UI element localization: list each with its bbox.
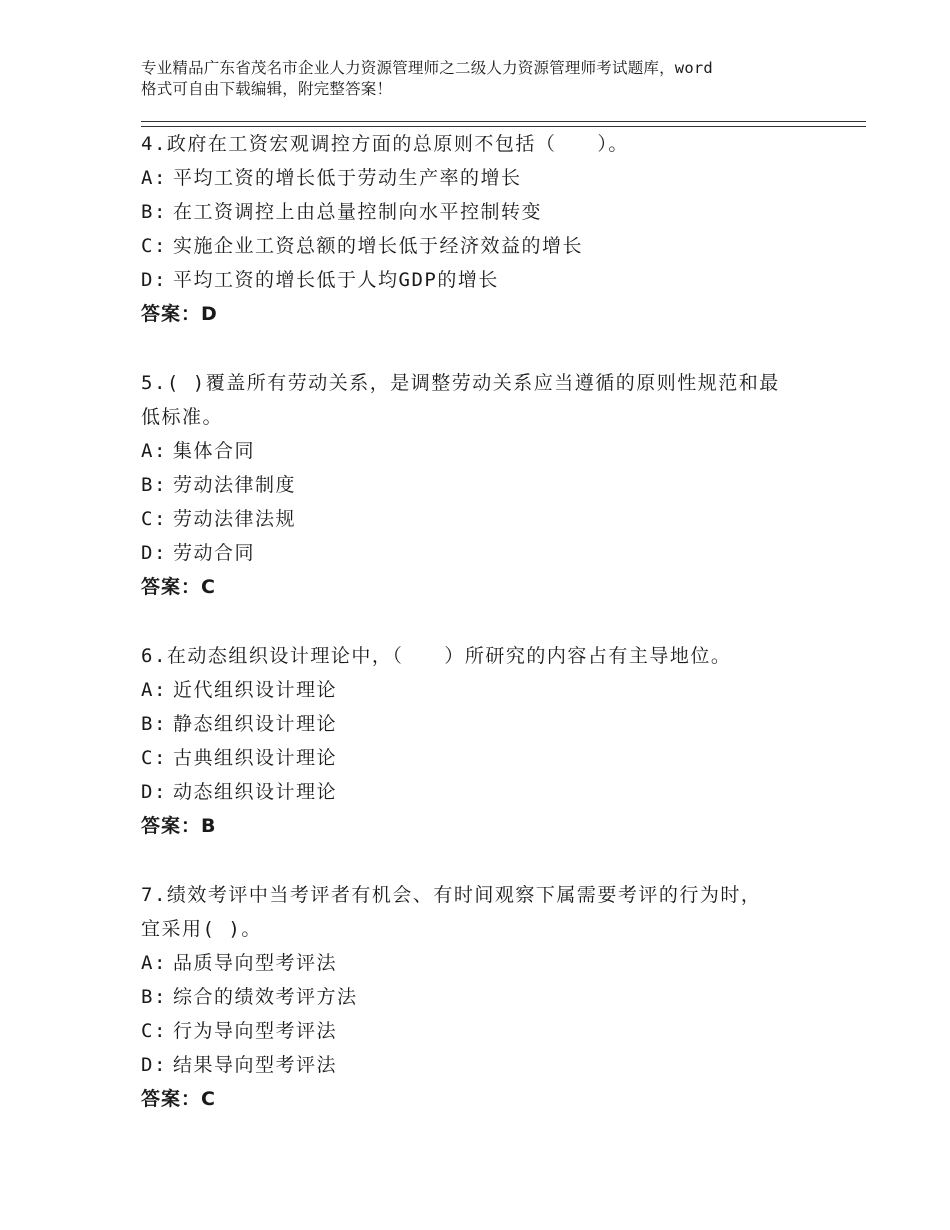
option-key: C: — [141, 1020, 167, 1042]
option-row — [141, 161, 821, 195]
question-stem-line: 4.政府在工资宏观调控方面的总原则不包括（ ）。 — [141, 133, 629, 155]
option-key: C: — [141, 747, 167, 769]
option-row — [141, 195, 821, 229]
answer-label: 答案： — [141, 1088, 202, 1110]
header-line-2: 格式可自由下载编辑，附完整答案！ — [141, 80, 393, 98]
option-text: 行为导向型考评法 — [173, 1020, 338, 1042]
answer-line — [141, 570, 821, 604]
option-text: 结果导向型考评法 — [173, 1054, 338, 1076]
option-row — [141, 468, 821, 502]
document-header — [141, 58, 841, 100]
answer-line — [141, 297, 821, 331]
answer-label: 答案： — [141, 303, 202, 325]
option-key: A: — [141, 679, 167, 701]
option-row — [141, 536, 821, 570]
option-row — [141, 263, 821, 297]
option-text: 劳动法律制度 — [173, 474, 297, 496]
option-text: 静态组织设计理论 — [173, 713, 338, 735]
question-stem-line: 低标准。 — [141, 406, 224, 428]
option-key: C: — [141, 508, 167, 530]
option-text: 综合的绩效考评方法 — [173, 986, 358, 1008]
option-row — [141, 775, 821, 809]
question-stem-line: 5.( )覆盖所有劳动关系，是调整劳动关系应当遵循的原则性规范和最 — [141, 372, 780, 394]
answer-label: 答案： — [141, 815, 202, 837]
option-row — [141, 502, 821, 536]
answer-value: C — [201, 1088, 215, 1110]
option-row — [141, 707, 821, 741]
option-text: 劳动合同 — [173, 542, 256, 564]
option-key: D: — [141, 1054, 167, 1076]
question-list — [141, 127, 821, 1151]
option-text: 在工资调控上由总量控制向水平控制转变 — [173, 201, 543, 223]
question-block — [141, 366, 821, 604]
option-key: D: — [141, 781, 167, 803]
option-text: 动态组织设计理论 — [173, 781, 338, 803]
header-line-1: 专业精品广东省茂名市企业人力资源管理师之二级人力资源管理师考试题库，word — [141, 59, 713, 77]
option-text: 平均工资的增长低于人均GDP的增长 — [173, 269, 499, 291]
answer-line — [141, 1082, 821, 1116]
option-row — [141, 434, 821, 468]
option-text: 品质导向型考评法 — [173, 952, 338, 974]
option-key: C: — [141, 235, 167, 257]
answer-value: B — [201, 815, 216, 837]
option-row — [141, 229, 821, 263]
option-key: A: — [141, 440, 167, 462]
option-row — [141, 946, 821, 980]
option-row — [141, 980, 821, 1014]
option-row — [141, 673, 821, 707]
option-row — [141, 1014, 821, 1048]
option-row — [141, 741, 821, 775]
option-text: 近代组织设计理论 — [173, 679, 338, 701]
option-text: 劳动法律法规 — [173, 508, 297, 530]
answer-line — [141, 809, 821, 843]
option-key: A: — [141, 167, 167, 189]
question-block — [141, 639, 821, 843]
option-key: D: — [141, 542, 167, 564]
option-key: B: — [141, 474, 167, 496]
question-block — [141, 127, 821, 331]
option-text: 古典组织设计理论 — [173, 747, 338, 769]
answer-value: D — [201, 303, 217, 325]
option-text: 实施企业工资总额的增长低于经济效益的增长 — [173, 235, 584, 257]
option-row — [141, 1048, 821, 1082]
question-stem-line: 6.在动态组织设计理论中，（ ）所研究的内容占有主导地位。 — [141, 645, 732, 667]
answer-value: C — [201, 576, 215, 598]
answer-label: 答案： — [141, 576, 202, 598]
option-key: B: — [141, 201, 167, 223]
option-key: D: — [141, 269, 167, 291]
option-text: 集体合同 — [173, 440, 256, 462]
option-key: B: — [141, 986, 167, 1008]
question-stem-line: 7.绩效考评中当考评者有机会、有时间观察下属需要考评的行为时， — [141, 884, 762, 906]
question-stem-line: 宜采用( )。 — [141, 918, 262, 940]
question-block — [141, 878, 821, 1116]
option-key: B: — [141, 713, 167, 735]
option-key: A: — [141, 952, 167, 974]
option-text: 平均工资的增长低于劳动生产率的增长 — [173, 167, 522, 189]
